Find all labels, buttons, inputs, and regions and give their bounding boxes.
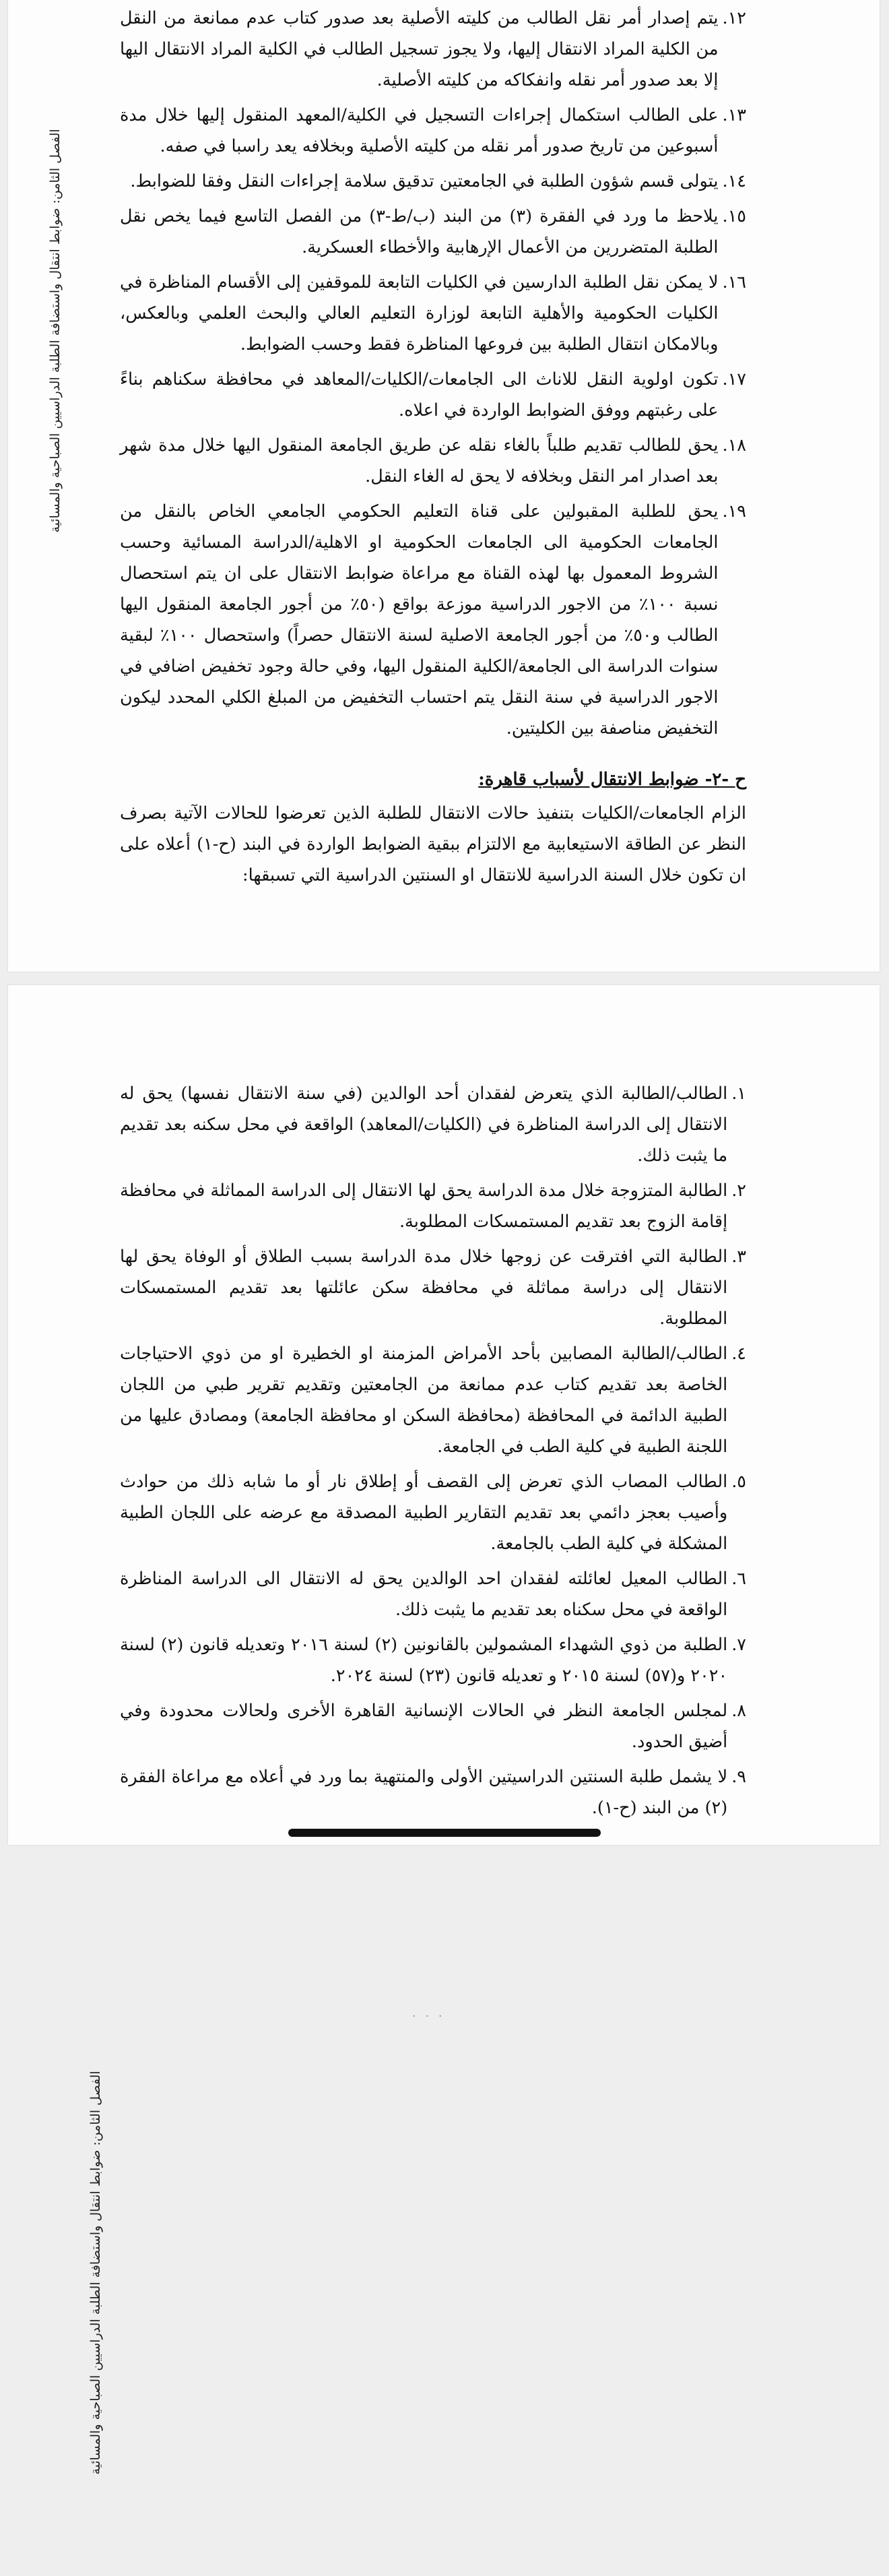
item-number: ٧. (731, 1635, 746, 1655)
item-text: لا يشمل طلبة السنتين الدراسيتين الأولى والمنتهية بما ورد في أعلاه مع مراعاة الفقرة (٢) من البند (ح-١). (120, 1767, 728, 1818)
item-number: ٤. (731, 1344, 746, 1364)
item-number: ٨. (731, 1701, 746, 1721)
list-item (120, 364, 746, 426)
list-item (120, 1629, 746, 1691)
list-item (120, 1338, 746, 1462)
chapter-side-label: الفصل الثامن: ضوابط انتقال واستضافة الطلبة الدراسيين الصباحية والمسائية (88, 2071, 103, 2475)
item-number: ١٤. (722, 171, 746, 191)
item-text: الطالب/الطالبة الذي يتعرض لفقدان أحد الوالدين (في سنة الانتقال نفسها) يحق له الانتقال إلى الدراسة المناظرة في (الكليات/المعاهد) الواقعة في محل سكنه بعد تقديم ما يثبت ذلك. (120, 1083, 728, 1166)
item-text: الطالب المصاب الذي تعرض إلى القصف أو إطلاق نار أو ما شابه ذلك من حوادث وأصيب بعجز دائمي بعد تقديم التقارير الطبية المصدقة مع عرضه على اللجان الطبية المشكلة في كلية الطب بالجامعة. (120, 1472, 728, 1554)
document-page-2 (8, 985, 880, 2475)
list-item (120, 1466, 746, 1559)
item-number: ٢. (731, 1181, 746, 1201)
list-item (120, 100, 746, 162)
item-number: ١٩. (722, 501, 746, 522)
list-item (120, 496, 746, 744)
scan-mark: · · · (412, 2009, 445, 2023)
item-text: تكون اولوية النقل للاناث الى الجامعات/الكليات/المعاهد في محافظة سكناهم بناءً على رغبتهم ووفق الضوابط الواردة في اعلاه. (120, 369, 719, 420)
item-number: ٣. (731, 1247, 746, 1267)
item-number: ٩. (731, 1767, 746, 1787)
section-paragraph: الزام الجامعات/الكليات بتنفيذ حالات الانتقال للطلبة الذين تعرضوا للحالات الآتية بصرف النظر عن الطاقة الاستيعابية مع الالتزام ببقية الضوابط الواردة في البند (ح-١) أعلاه على ان تكون خلال السنة الدراسية للانتقال او السنتين الدراسية التي تسبقها: (120, 803, 746, 885)
item-number: ١٧. (722, 369, 746, 389)
list-item (120, 166, 746, 197)
item-text: الطالبة التي افترقت عن زوجها خلال مدة الدراسة بسبب الطلاق أو الوفاة يحق لها الانتقال إلى دراسة مماثلة في محافظة سكن عائلتها بعد تقديم المستمسكات المطلوبة. (120, 1247, 728, 1329)
page-2-item-list (120, 1078, 746, 1823)
page-2-body (120, 1078, 746, 1827)
item-text: لمجلس الجامعة النظر في الحالات الإنسانية القاهرة الأخرى ولحالات محدودة وفي أضيق الحدود. (120, 1701, 728, 1752)
item-text: الطالبة المتزوجة خلال مدة الدراسة يحق لها الانتقال إلى الدراسة المماثلة في محافظة إقامة الزوج بعد تقديم المستمسكات المطلوبة. (120, 1181, 728, 1232)
item-number: ١٨. (722, 435, 746, 455)
item-number: ٦. (731, 1569, 746, 1589)
item-text: الطالب المعيل لعائلته لفقدان احد الوالدين يحق له الانتقال الى الدراسة المناظرة الواقعة في محل سكناه بعد تقديم ما يثبت ذلك. (120, 1569, 728, 1620)
item-text: لا يمكن نقل الطلبة الدارسين في الكليات التابعة للموقفين إلى الأقسام المناظرة في الكليات الحكومية والأهلية التابعة لوزارة التعليم العالي والبحث العلمي وبالعكس، وبالامكان انتقال الطلبة بين فروعها المناظرة فقط وحسب الضوابط. (120, 272, 719, 354)
list-item (120, 267, 746, 360)
item-number: ١٦. (722, 272, 746, 292)
list-item (120, 1175, 746, 1237)
chapter-side-label: الفصل الثامن: ضوابط انتقال واستضافة الطلبة الدراسيين الصباحية والمسائية (48, 129, 63, 533)
item-text: يتم إصدار أمر نقل الطالب من كليته الأصلية بعد صدور كتاب عدم ممانعة من النقل من الكلية المراد الانتقال إليها، ولا يجوز تسجيل الطالب في الكلية المراد الانتقال اليها إلا بعد صدور أمر نقله وانفكاكه من كليته الأصلية. (120, 8, 719, 90)
page-1-item-list (120, 3, 746, 744)
list-item (120, 3, 746, 96)
item-text: يحق للطالب تقديم طلباً بالغاء نقله عن طريق الجامعة المنقول اليها خلال مدة شهر بعد اصدار امر النقل وبخلافه لا يحق له الغاء النقل. (120, 435, 719, 486)
item-number: ١٣. (722, 105, 746, 125)
document-page-1 (8, 0, 880, 972)
item-text: يلاحظ ما ورد في الفقرة (٣) من البند (ب/ط-٣) من الفصل التاسع فيما يخص نقل الطلبة المتضررين من الأعمال الإرهابية والأخطاء العسكرية. (120, 206, 719, 257)
home-indicator-bar[interactable] (288, 1829, 601, 1837)
item-number: ٥. (731, 1472, 746, 1492)
list-item (120, 430, 746, 492)
list-item (120, 1761, 746, 1823)
item-number: ١. (731, 1083, 746, 1104)
list-item (120, 1563, 746, 1625)
list-item (120, 201, 746, 263)
item-number: ١٢. (722, 8, 746, 28)
item-number: ١٥. (722, 206, 746, 226)
list-item (120, 1695, 746, 1757)
item-text: يحق للطلبة المقبولين على قناة التعليم الحكومي الجامعي الخاص بالنقل من الجامعات الحكومية الى الجامعات الحكومية او الاهلية/الدراسة المسائية وحسب الشروط المعمول بها لهذه القناة مع مراعاة ضوابط الانتقال على ان يتم استحصال نسبة ١٠٠٪ من الاجور الدراسية موزعة بواقع (٥٠٪ من أجور الجامعة المنقول اليها الطالب و٥٠٪ من أجور الجامعة الاصلية لسنة الانتقال حصراً) واستحصال ١٠٠٪ لبقية سنوات الدراسة الى الجامعة/الكلية المنقول اليها، وفي حالة وجود تخفيض اضافي في الاجور الدراسية في سنة النقل يتم احتساب التخفيض من المبلغ الكلي المحدد ليكون التخفيض مناصفة بين الكليتين. (120, 501, 719, 739)
page-1-body (120, 3, 746, 891)
item-text: يتولى قسم شؤون الطلبة في الجامعتين تدقيق سلامة إجراءات النقل وفقا للضوابط. (130, 171, 719, 191)
section-heading: ح -٢- ضوابط الانتقال لأسباب قاهرة: (478, 769, 746, 790)
list-item (120, 1241, 746, 1334)
item-text: على الطالب استكمال إجراءات التسجيل في الكلية/المعهد المنقول إليها خلال مدة أسبوعين من تاريخ صدور أمر نقله من كليته الأصلية وبخلافه يعد راسبا في صفه. (120, 105, 719, 156)
item-text: الطلبة من ذوي الشهداء المشمولين بالقانونين (٢) لسنة ٢٠١٦ وتعديله قانون (٢) لسنة ٢٠٢٠ و(٥٧) لسنة ٢٠١٥ و تعديله قانون (٢٣) لسنة ٢٠٢٤. (120, 1635, 728, 1686)
item-text: الطالب/الطالبة المصابين بأحد الأمراض المزمنة او الخطيرة او من ذوي الاحتياجات الخاصة بعد تقديم كتاب عدم ممانعة من الجامعتين وتقديم تقرير طبي من اللجان الطبية الدائمة في المحافظة (محافظة السكن او محافظة الجامعة) ومصادق عليها من اللجنة الطبية في كلية الطب في الجامعة. (120, 1344, 728, 1457)
list-item (120, 1078, 746, 1171)
